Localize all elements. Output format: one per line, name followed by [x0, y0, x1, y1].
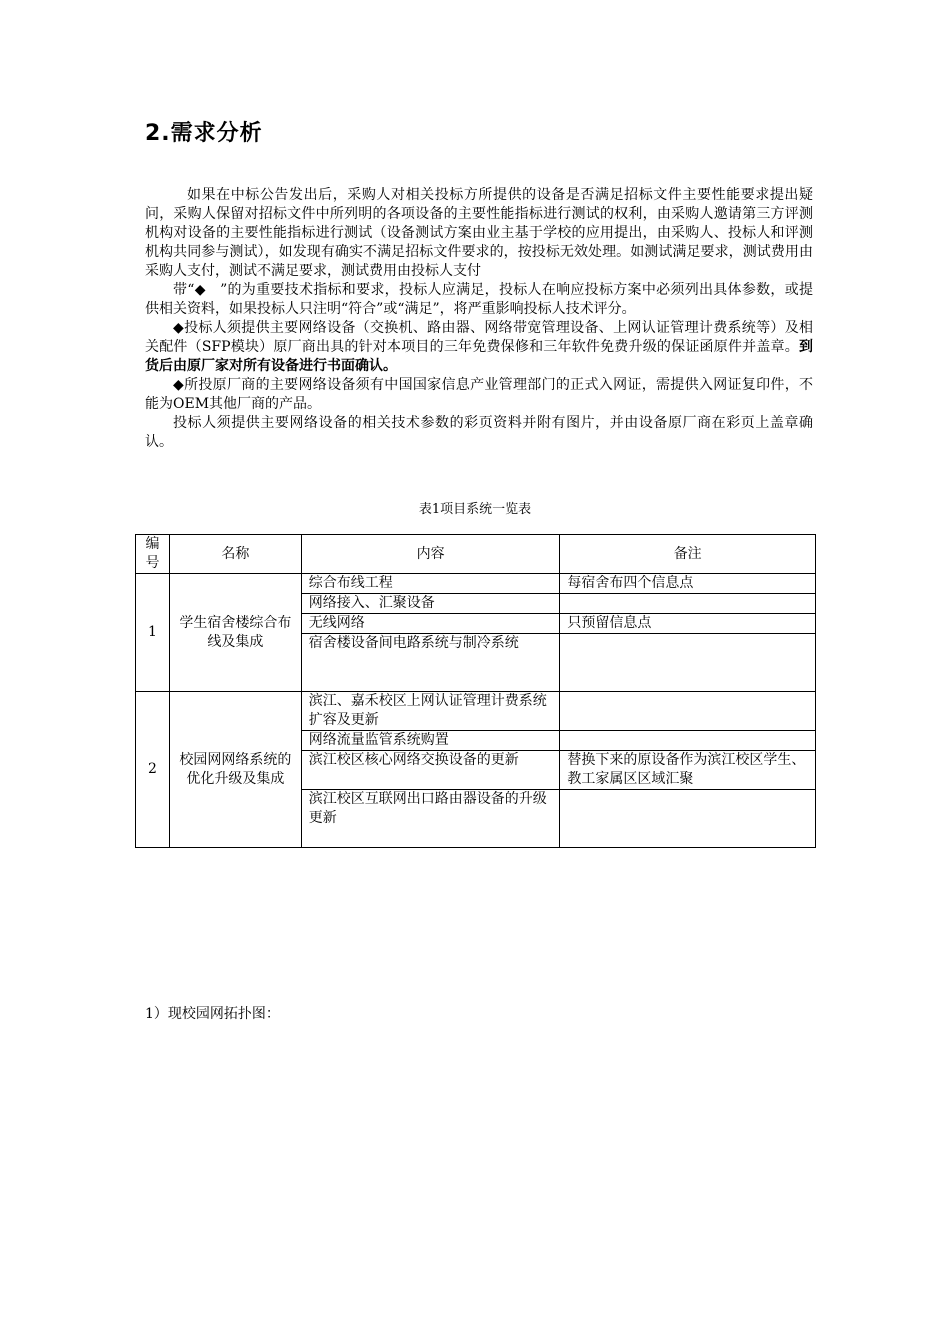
paragraph-warranty: [145, 319, 813, 376]
row-remark: [560, 594, 816, 614]
warranty-text: ◆投标人须提供主要网络设备（交换机、路由器、网络带宽管理设备、上网认证管理计费系统等）及相关配件（SFP模块）原厂商出具的针对本项目的三年免费保修和三年软件免费升级的保证函原件并盖章。: [145, 320, 813, 355]
row-content: 网络流量监管系统购置: [301, 731, 560, 751]
header-no: 编号: [136, 535, 170, 574]
paragraph-brochure: 投标人须提供主要网络设备的相关技术参数的彩页资料并附有图片，并由设备原厂商在彩页上盖章确认。: [145, 415, 813, 450]
row-content: 滨江、嘉禾校区上网认证管理计费系统扩容及更新: [301, 692, 560, 731]
section-title: 2.需求分析: [145, 121, 263, 146]
row-remark: [560, 692, 816, 731]
row-content: 滨江校区核心网络交换设备的更新: [301, 751, 560, 790]
paragraph-testing: 如果在中标公告发出后，采购人对相关投标方所提供的设备是否满足招标文件主要性能要求提出疑问，采购人保留对招标文件中所列明的各项设备的主要性能指标进行测试的权利，由采购人邀请第三方评测机构对设备的主要性能指标进行测试（设备测试方案由业主基于学校的应用提出，由采购人、投标人和评测机构共同参与测试），如发现有确实不满足招标文件要求的，按投标无效处理。如测试满足要求，测试费用由采购人支付，测试不满足要求，测试费用由投标人支付: [145, 187, 813, 279]
row-content: 宿舍楼设备间电路系统与制冷系统: [301, 634, 560, 692]
group-name: 校园网网络系统的优化升级及集成: [169, 692, 301, 848]
row-content: 网络接入、汇聚设备: [301, 594, 560, 614]
group-no: 2: [136, 692, 170, 848]
row-remark: [560, 634, 816, 692]
paragraph-network-license: ◆所投原厂商的主要网络设备须有中国国家信息产业管理部门的正式入网证，需提供入网证复印件，不能为OEM其他厂商的产品。: [145, 377, 813, 412]
requirements-text: [145, 186, 813, 452]
topology-note: 1）现校园网拓扑图：: [145, 1006, 280, 1022]
row-remark: [560, 731, 816, 751]
row-remark: 替换下来的原设备作为滨江校区学生、教工家属区区域汇聚: [560, 751, 816, 790]
row-remark: 只预留信息点: [560, 614, 816, 634]
row-content: 综合布线工程: [301, 574, 560, 594]
table-row: [136, 574, 816, 594]
header-remark: 备注: [560, 535, 816, 574]
row-remark: [560, 790, 816, 848]
row-content: 滨江校区互联网出口路由器设备的升级更新: [301, 790, 560, 848]
row-content: 无线网络: [301, 614, 560, 634]
table-row: [136, 692, 816, 731]
header-content: 内容: [301, 535, 560, 574]
table-header-row: [136, 535, 816, 574]
table-caption: 表1项目系统一览表: [418, 502, 532, 517]
group-no: 1: [136, 574, 170, 692]
paragraph-key-indicators: 带“◆ ”的为重要技术指标和要求，投标人应满足，投标人在响应投标方案中必须列出具体参数，或提供相关资料，如果投标人只注明“符合”或“满足”，将严重影响投标人技术评分。: [145, 282, 813, 317]
warranty-bold-text: 到货后由原厂家对所有设备进行书面确认。: [145, 339, 813, 374]
row-remark: 每宿舍布四个信息点: [560, 574, 816, 594]
group-name: 学生宿舍楼综合布线及集成: [169, 574, 301, 692]
header-name: 名称: [169, 535, 301, 574]
project-system-table: [135, 534, 816, 848]
